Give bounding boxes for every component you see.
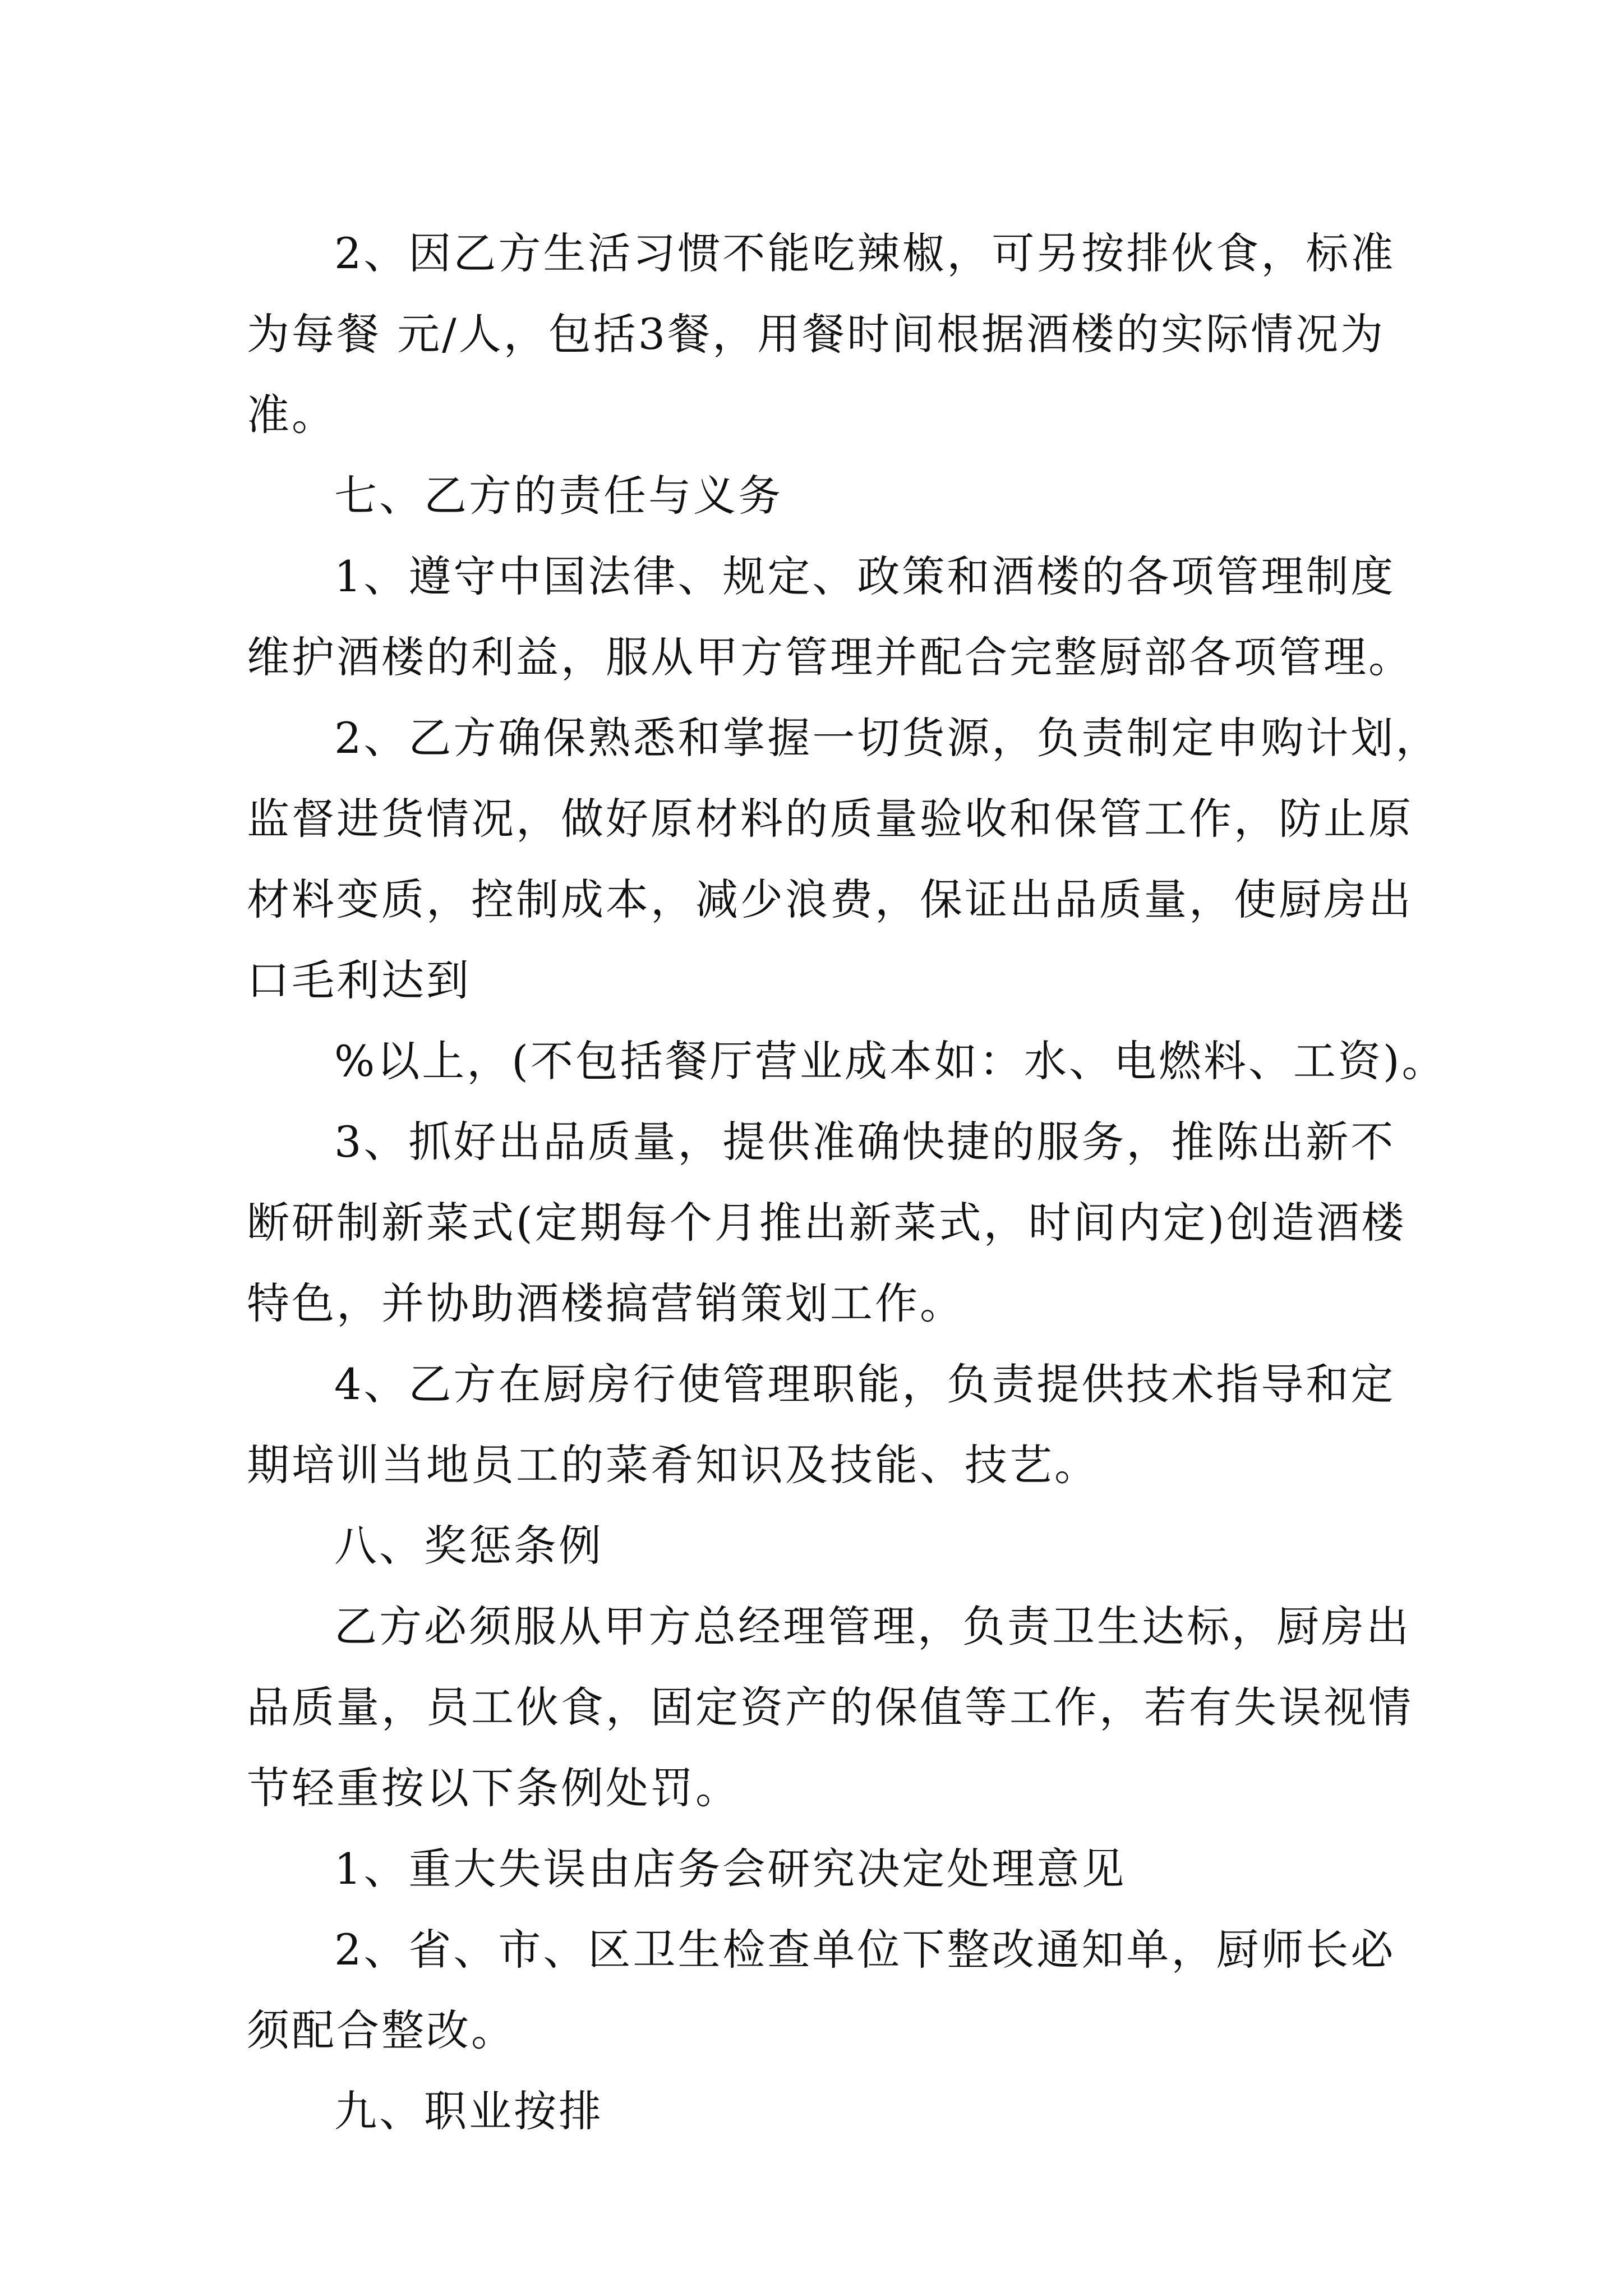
paragraph-line: 2、因乙方生活习惯不能吃辣椒，可另按排伙食，标准 <box>334 228 1396 278</box>
paragraph-line: 准。 <box>247 390 336 440</box>
paragraph-line: 期培训当地员工的菜肴知识及技能、技艺。 <box>247 1440 1099 1490</box>
paragraph-line: %以上，(不包括餐厅营业成本如：水、电燃料、工资)。 <box>334 1036 1447 1086</box>
paragraph-line: 节轻重按以下条例处罚。 <box>247 1763 740 1813</box>
paragraph-line: 断研制新菜式(定期每个月推出新菜式，时间内定)创造酒楼 <box>247 1198 1407 1248</box>
document-body <box>247 213 1447 2152</box>
paragraph-line: 乙方必须服从甲方总经理管理，负责卫生达标，厨房出 <box>334 1602 1411 1651</box>
paragraph-line: 口毛利达到 <box>247 955 471 1005</box>
paragraph-line: 2、省、市、区卫生检查单位下整改通知单，厨师长必 <box>334 1925 1396 1975</box>
paragraph-line: 1、重大失误由店务会研究决定处理意见 <box>334 1844 1127 1894</box>
paragraph-line: 品质量，员工伙食，固定资产的保值等工作，若有失误视情 <box>247 1682 1413 1732</box>
paragraph-line: 为每餐 元/人，包括3餐，用餐时间根据酒楼的实际情况为 <box>247 309 1386 359</box>
paragraph-line: 3、抓好出品质量，提供准确快捷的服务，推陈出新不 <box>334 1117 1396 1167</box>
paragraph-line: 监督进货情况，做好原材料的质量验收和保管工作，防止原 <box>247 794 1413 844</box>
section-heading: 九、职业按排 <box>334 2086 603 2136</box>
paragraph-line: 材料变质，控制成本，减少浪费，保证出品质量，使厨房出 <box>247 875 1413 924</box>
paragraph-line: 维护酒楼的利益，服从甲方管理并配合完整厨部各项管理。 <box>247 632 1413 682</box>
section-heading: 七、乙方的责任与义务 <box>334 471 783 521</box>
paragraph-line: 须配合整改。 <box>247 2005 516 2055</box>
paragraph-line: 2、乙方确保熟悉和掌握一切货源，负责制定申购计划， <box>334 713 1441 763</box>
paragraph-line: 4、乙方在厨房行使管理职能，负责提供技术指导和定 <box>334 1359 1396 1409</box>
section-heading: 八、奖惩条例 <box>334 1521 603 1571</box>
paragraph-line: 1、遵守中国法律、规定、政策和酒楼的各项管理制度 <box>334 551 1396 601</box>
paragraph-line: 特色，并协助酒楼搞营销策划工作。 <box>247 1278 965 1328</box>
